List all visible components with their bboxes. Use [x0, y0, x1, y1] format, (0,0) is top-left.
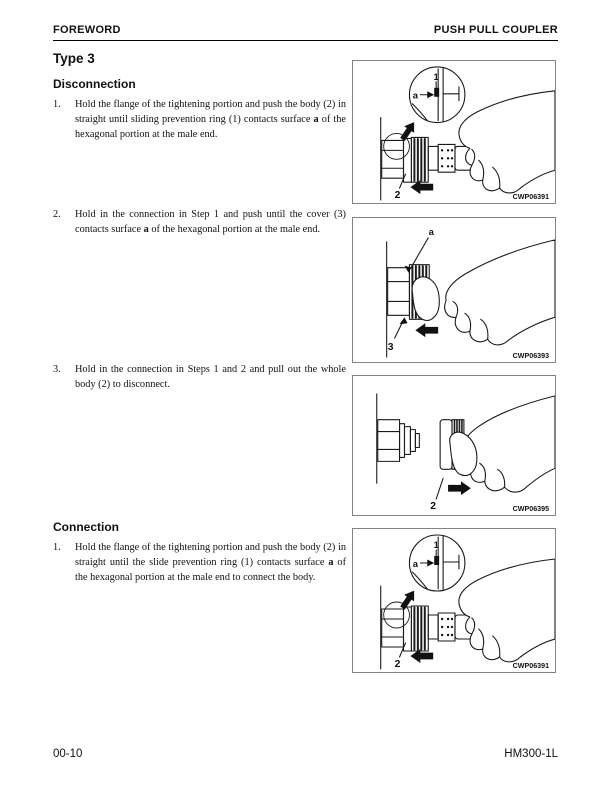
- ribbed-collar: [411, 606, 428, 651]
- step-disconnection-3: [52, 362, 346, 392]
- knurl-dots: [441, 618, 453, 636]
- figure-code: CWP06393: [512, 352, 550, 361]
- part-label-2: 2: [394, 190, 401, 202]
- leader-line-2: [400, 174, 406, 188]
- figure-3-illustration: [353, 376, 555, 515]
- header-topic-label: PUSH PULL COUPLER: [433, 24, 558, 36]
- figure-4-illustration: [353, 529, 555, 672]
- hand-illustration: [450, 396, 555, 492]
- arrow-left-icon: [415, 323, 438, 337]
- surface-label-a: a: [428, 225, 434, 237]
- figure-frame-2: [352, 217, 556, 363]
- footer-page-number: 00-10: [53, 748, 83, 760]
- step-number: 1.: [53, 542, 61, 553]
- step-number: 3.: [53, 364, 61, 375]
- hex-nut: [382, 140, 404, 178]
- header-section-label: FOREWORD: [53, 24, 121, 36]
- step-text: Hold in the connection in Steps 1 and 2 and pull out the whole body (2) to disconnect.: [75, 364, 346, 390]
- part-label-3: 3: [387, 342, 394, 354]
- figure-1-illustration: [353, 61, 555, 203]
- step-text: Hold the flange of the tightening portion and push the body (2) in straight until sliding prevention ring (1) contacts surface a of the hexagonal portion at the male end.: [75, 99, 347, 140]
- inset-detail-block: [434, 556, 439, 565]
- leader-3-arrowhead: [400, 317, 408, 324]
- knurl-dots: [441, 149, 453, 167]
- step-connection-1: [52, 540, 346, 585]
- figure-frame-3: [352, 375, 556, 516]
- coupler-body: [428, 615, 438, 639]
- hex-nut: [382, 609, 404, 647]
- coupler-body: [428, 146, 438, 170]
- inset-part-label-1: 1: [433, 71, 439, 82]
- leader-line-a: [410, 238, 428, 269]
- inset-part-label-1: 1: [433, 539, 439, 551]
- step-number: 2.: [53, 209, 61, 220]
- surface-label-a: a: [412, 558, 418, 571]
- heading-connection: Connection: [53, 520, 119, 534]
- part-label-2: 2: [394, 658, 401, 671]
- figure-frame-1: [352, 60, 556, 204]
- arrow-right-icon: [448, 481, 471, 495]
- step-text: Hold the flange of the tightening portion and push the body (2) in straight until the slide prevention ring (1) contacts surface a of the hexagonal portion at the male end to connect the body.: [75, 542, 347, 583]
- page-footer: [53, 748, 558, 760]
- figure-code: CWP06395: [512, 505, 550, 514]
- arrow-up-right-icon: [398, 119, 419, 143]
- step-disconnection-2: [52, 207, 346, 237]
- hex-nut: [388, 268, 410, 316]
- hand-illustration: [459, 559, 555, 662]
- hex-nut: [378, 420, 400, 462]
- step-disconnection-1: [52, 97, 346, 142]
- figure-code: CWP06391: [512, 193, 550, 202]
- page-title: Type 3: [53, 51, 95, 66]
- figure-frame-4: [352, 528, 556, 673]
- part-label-2: 2: [430, 501, 437, 513]
- leader-line-2: [400, 643, 406, 657]
- surface-label-a: a: [412, 89, 418, 101]
- male-end: [400, 424, 420, 458]
- leader-a-arrowhead: [404, 266, 411, 273]
- step-number: 1.: [53, 99, 61, 110]
- heading-disconnection: Disconnection: [53, 77, 136, 91]
- page-header: [53, 24, 558, 41]
- ribbed-collar: [411, 137, 428, 182]
- arrow-up-right-icon: [398, 587, 419, 611]
- step-text: Hold in the connection in Step 1 and push until the cover (3) contacts surface a of the hexagonal portion at the male end.: [75, 209, 346, 235]
- figure-code: CWP06391: [512, 661, 550, 671]
- figure-2-illustration: [353, 218, 555, 362]
- hand-illustration: [459, 91, 555, 193]
- inset-detail-block: [434, 88, 439, 97]
- leader-line-2: [436, 478, 443, 499]
- footer-model-code: HM300-1L: [504, 748, 558, 760]
